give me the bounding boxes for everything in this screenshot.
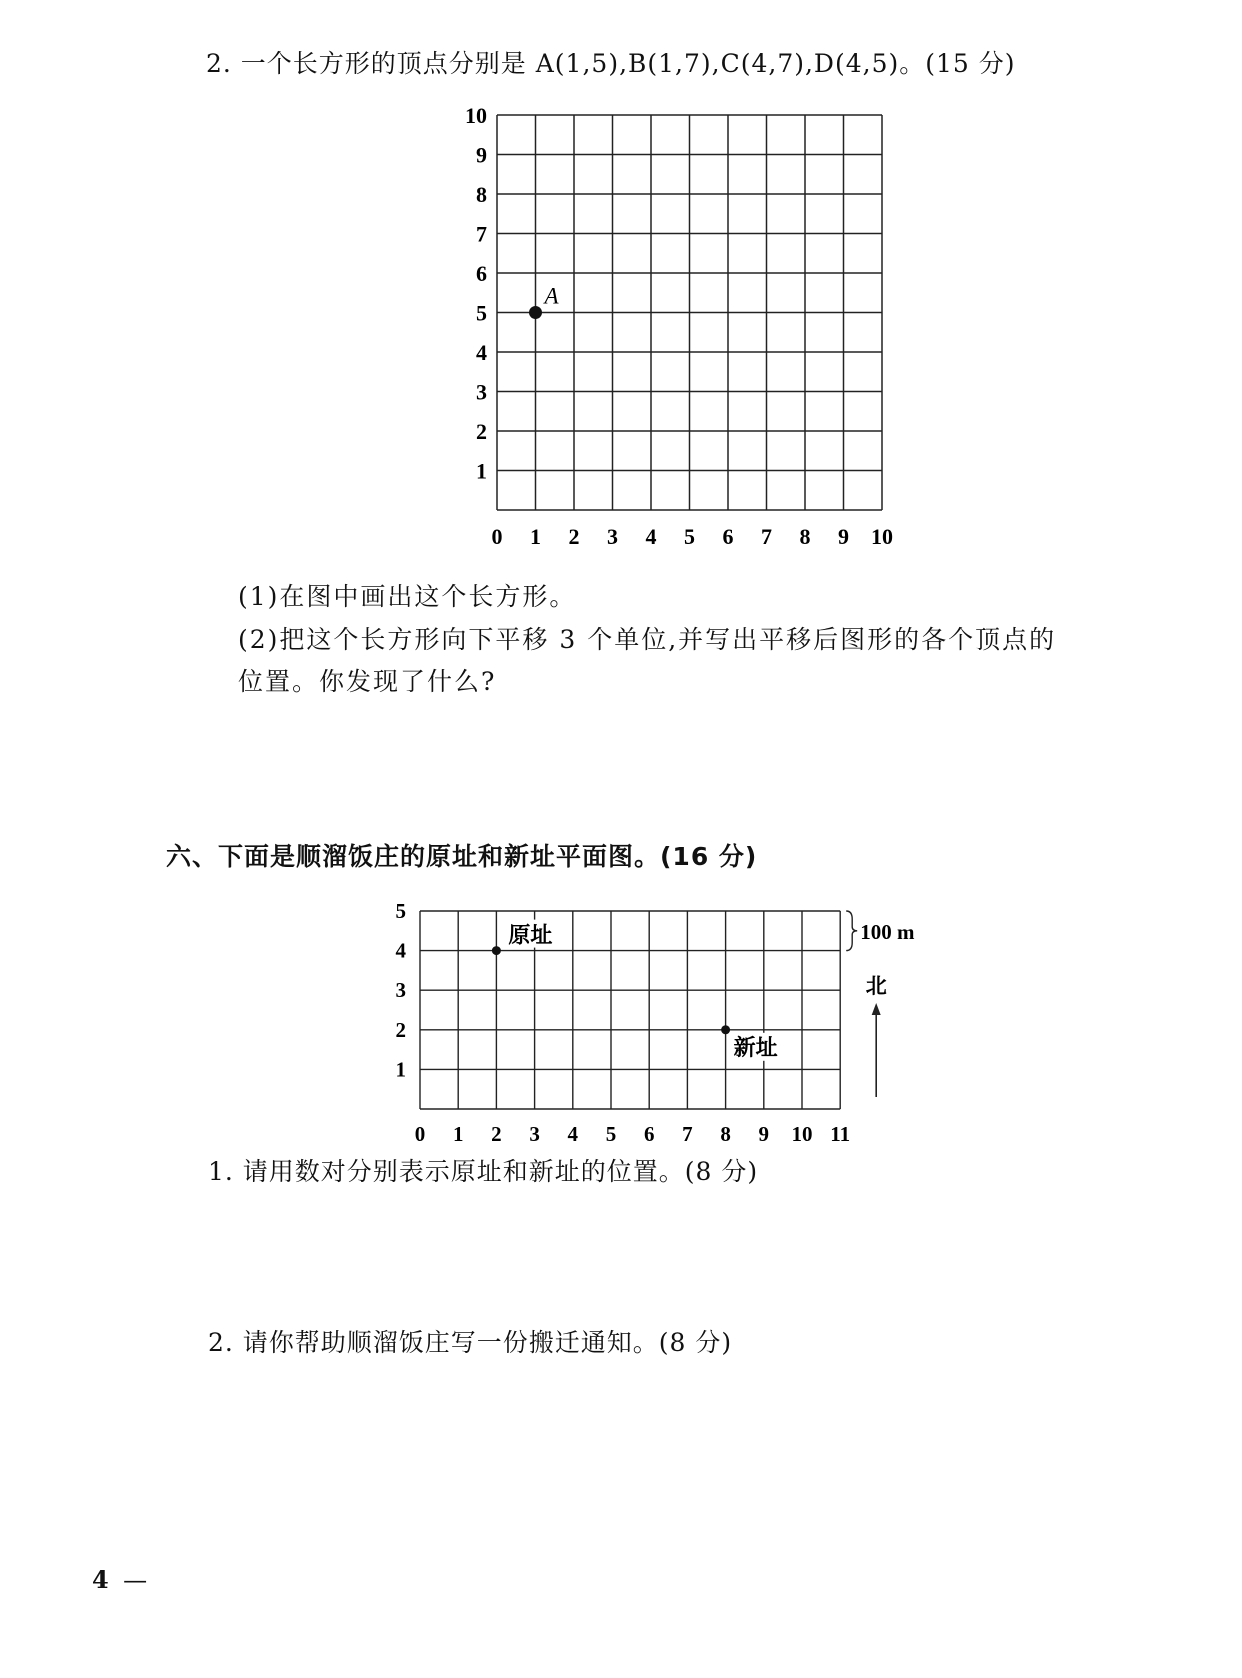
map-x-tick-label: 2 xyxy=(491,1122,502,1145)
page-number-dash: — xyxy=(123,1566,148,1594)
map-x-tick-label: 7 xyxy=(682,1122,693,1145)
map-x-tick-label: 0 xyxy=(414,1122,426,1145)
x-tick-label: 5 xyxy=(684,524,695,549)
x-tick-label: 3 xyxy=(607,524,618,549)
question-2-sub-2-line-1: (2)把这个长方形向下平移 3 个单位,并写出平移后图形的各个顶点的 xyxy=(238,625,1057,654)
x-tick-label: 4 xyxy=(645,524,657,549)
map-y-tick-label: 4 xyxy=(395,938,406,963)
north-arrow-icon xyxy=(872,1003,881,1015)
map-x-tick-label: 3 xyxy=(529,1122,540,1145)
map-y-tick-label: 5 xyxy=(395,899,406,923)
x-tick-label: 1 xyxy=(530,524,541,549)
scale-brace xyxy=(846,911,857,951)
point-a-label: A xyxy=(544,283,559,309)
y-tick-label: 2 xyxy=(476,419,487,444)
x-tick-label: 0 xyxy=(491,524,503,549)
question-2-sub-1: (1)在图中画出这个长方形。 xyxy=(238,582,577,611)
north-label: 北 xyxy=(865,974,887,998)
map-y-tick-label: 1 xyxy=(395,1057,406,1082)
y-tick-label: 7 xyxy=(476,221,487,247)
map-x-tick-label: 6 xyxy=(643,1122,655,1145)
section-6-question-1: 1. 请用数对分别表示原址和新址的位置。(8 分) xyxy=(208,1157,759,1186)
new-site-marker xyxy=(721,1025,730,1034)
x-tick-label: 2 xyxy=(568,524,580,549)
old-site-label: 原址 xyxy=(508,922,553,948)
x-tick-label: 8 xyxy=(799,524,811,549)
question-2-text: 2. 一个长方形的顶点分别是 A(1,5),B(1,7),C(4,7),D(4,5)。(15 分) xyxy=(206,49,1016,78)
map-x-tick-label: 10 xyxy=(791,1122,813,1145)
y-tick-label: 8 xyxy=(476,182,487,207)
y-tick-label: 5 xyxy=(476,300,487,326)
coordinate-grid-1 xyxy=(440,90,910,550)
section-6-title: 六、下面是顺溜饭庄的原址和新址平面图。(16 分) xyxy=(166,842,758,871)
map-x-tick-label: 1 xyxy=(452,1122,464,1145)
map-y-tick-label: 3 xyxy=(395,978,406,1003)
x-tick-label: 10 xyxy=(871,524,893,549)
restaurant-map-grid xyxy=(380,885,940,1145)
x-tick-label: 9 xyxy=(838,524,849,549)
question-2-sub-2-line-2: 位置。你发现了什么? xyxy=(238,667,497,696)
map-y-tick-label: 2 xyxy=(395,1017,406,1042)
y-tick-label: 1 xyxy=(476,458,487,484)
old-site-marker xyxy=(492,946,501,955)
x-tick-label: 6 xyxy=(722,524,734,549)
page-number xyxy=(92,1565,147,1594)
section-6-question-2: 2. 请你帮助顺溜饭庄写一份搬迁通知。(8 分) xyxy=(208,1328,733,1357)
point-a-marker xyxy=(529,306,542,319)
y-tick-label: 6 xyxy=(476,261,487,286)
map-x-tick-label: 4 xyxy=(567,1122,579,1145)
new-site-label: 新址 xyxy=(733,1034,778,1060)
y-tick-label: 4 xyxy=(476,340,487,365)
scale-label: 100 m xyxy=(860,919,915,944)
x-tick-label: 7 xyxy=(761,524,772,549)
y-tick-label: 9 xyxy=(476,142,487,168)
y-tick-label: 3 xyxy=(476,379,487,405)
map-x-tick-label: 11 xyxy=(830,1122,851,1145)
map-x-tick-label: 9 xyxy=(758,1122,770,1145)
page-number-value: 4 xyxy=(92,1565,109,1594)
map-x-tick-label: 5 xyxy=(605,1122,617,1145)
y-tick-label: 10 xyxy=(465,103,487,128)
map-x-tick-label: 8 xyxy=(720,1122,731,1145)
